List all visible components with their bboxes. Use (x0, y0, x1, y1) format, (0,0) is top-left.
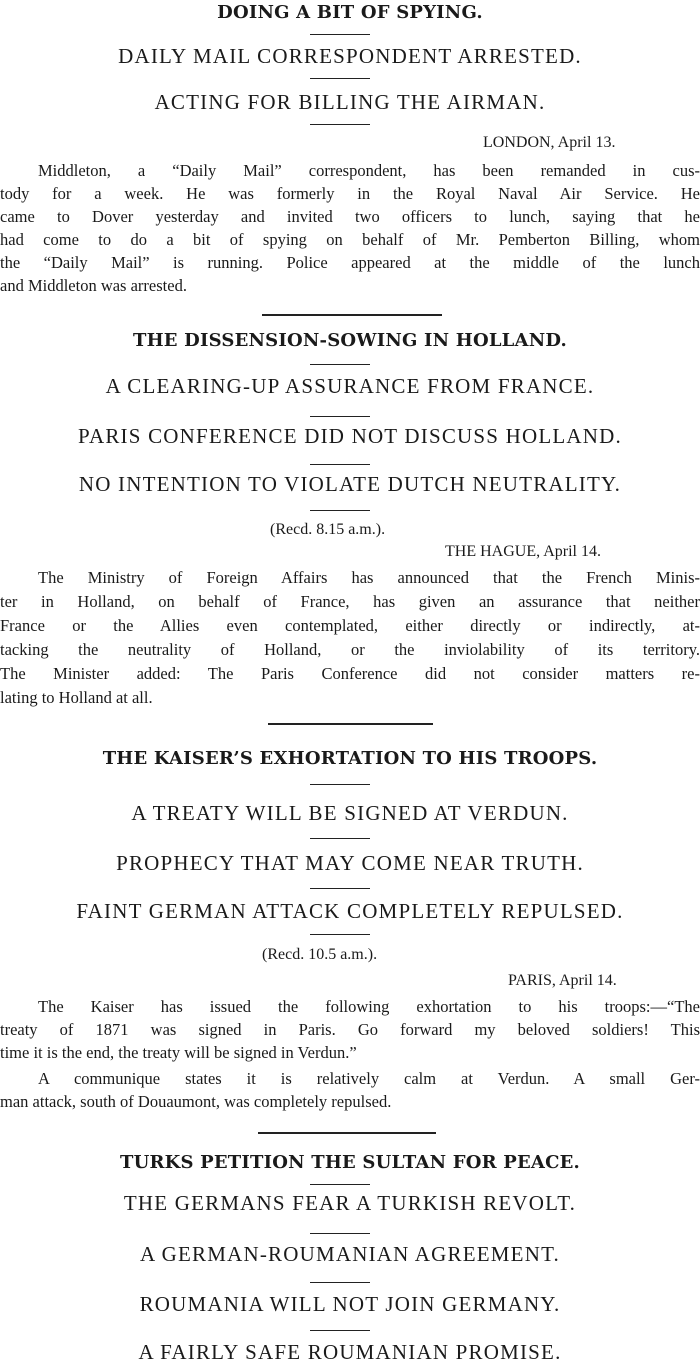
divider (310, 934, 370, 935)
body-line: The Ministry of Foreign Affairs has announced that the French Minis- (38, 568, 700, 587)
divider (310, 124, 370, 125)
body-line: came to Dover yesterday and invited two officers to lunch, saying that he (0, 207, 700, 226)
divider (310, 888, 370, 889)
subhead: A CLEARING-UP ASSURANCE FROM FRANCE. (105, 374, 595, 398)
received-time: (Recd. 10.5 a.m.). (262, 946, 378, 963)
body-line: Middleton, a “Daily Mail” correspondent, has been remanded in cus- (38, 161, 700, 180)
divider (310, 1282, 370, 1283)
divider (310, 464, 370, 465)
body-line: The Minister added: The Paris Conference did not consider matters re- (0, 664, 700, 683)
subhead: FAINT GERMAN ATTACK COMPLETELY REPULSED. (76, 899, 624, 923)
subhead: ROUMANIA WILL NOT JOIN GERMANY. (139, 1292, 561, 1316)
subhead: A GERMAN-ROUMANIAN AGREEMENT. (140, 1242, 560, 1266)
section-divider (262, 314, 442, 316)
divider (310, 364, 370, 365)
body-line: The Kaiser has issued the following exhortation to his troops:—“The (38, 997, 700, 1016)
subhead: THE GERMANS FEAR A TURKISH REVOLT. (123, 1191, 577, 1215)
body-line: treaty of 1871 was signed in Paris. Go forward my beloved soldiers! This (0, 1020, 700, 1039)
headline-kaiser: THE KAISER’S EXHORTATION TO HIS TROOPS. (102, 748, 598, 769)
subhead: ACTING FOR BILLING THE AIRMAN. (154, 90, 546, 114)
body-line: tody for a week. He was formerly in the Royal Naval Air Service. He (0, 184, 700, 203)
section-divider (258, 1132, 436, 1134)
body-line: lating to Holland at all. (0, 688, 153, 707)
headline-spying: DOING A BIT OF SPYING. (217, 2, 483, 23)
subhead: DAILY MAIL CORRESPONDENT ARRESTED. (118, 44, 582, 68)
received-time: (Recd. 8.15 a.m.). (270, 521, 386, 538)
subhead: A TREATY WILL BE SIGNED AT VERDUN. (131, 801, 569, 825)
divider (310, 1330, 370, 1331)
dateline: LONDON, April 13. (483, 134, 616, 151)
divider (310, 1184, 370, 1185)
subhead: NO INTENTION TO VIOLATE DUTCH NEUTRALITY. (78, 472, 622, 496)
divider (310, 510, 370, 511)
body-line: time it is the end, the treaty will be signed in Verdun.” (0, 1043, 357, 1062)
subhead: A FAIRLY SAFE ROUMANIAN PROMISE. (138, 1340, 562, 1364)
subhead: PARIS CONFERENCE DID NOT DISCUSS HOLLAND. (78, 424, 622, 448)
headline-turks: TURKS PETITION THE SULTAN FOR PEACE. (119, 1152, 581, 1173)
divider (310, 784, 370, 785)
headline-holland: THE DISSENSION-SOWING IN HOLLAND. (132, 330, 567, 351)
divider (310, 1233, 370, 1234)
divider (310, 78, 370, 79)
body-line: ter in Holland, on behalf of France, has given an assurance that neither (0, 592, 700, 611)
body-line: the “Daily Mail” is running. Police appeared at the middle of the lunch (0, 253, 700, 272)
divider (310, 838, 370, 839)
dateline: THE HAGUE, April 14. (445, 543, 601, 560)
divider (310, 416, 370, 417)
subhead: PROPHECY THAT MAY COME NEAR TRUTH. (116, 851, 584, 875)
body-line: France or the Allies even contemplated, either directly or indirectly, at- (0, 616, 700, 635)
divider (310, 34, 370, 35)
body-line: A communique states it is relatively calm at Verdun. A small Ger- (38, 1069, 700, 1088)
body-line: and Middleton was arrested. (0, 276, 187, 295)
body-line: tacking the neutrality of Holland, or the inviolability of its territory. (0, 640, 700, 659)
dateline: PARIS, April 14. (508, 972, 617, 989)
body-line: had come to do a bit of spying on behalf of Mr. Pemberton Billing, whom (0, 230, 700, 249)
body-line: man attack, south of Douaumont, was completely repulsed. (0, 1092, 392, 1111)
section-divider (268, 723, 433, 725)
